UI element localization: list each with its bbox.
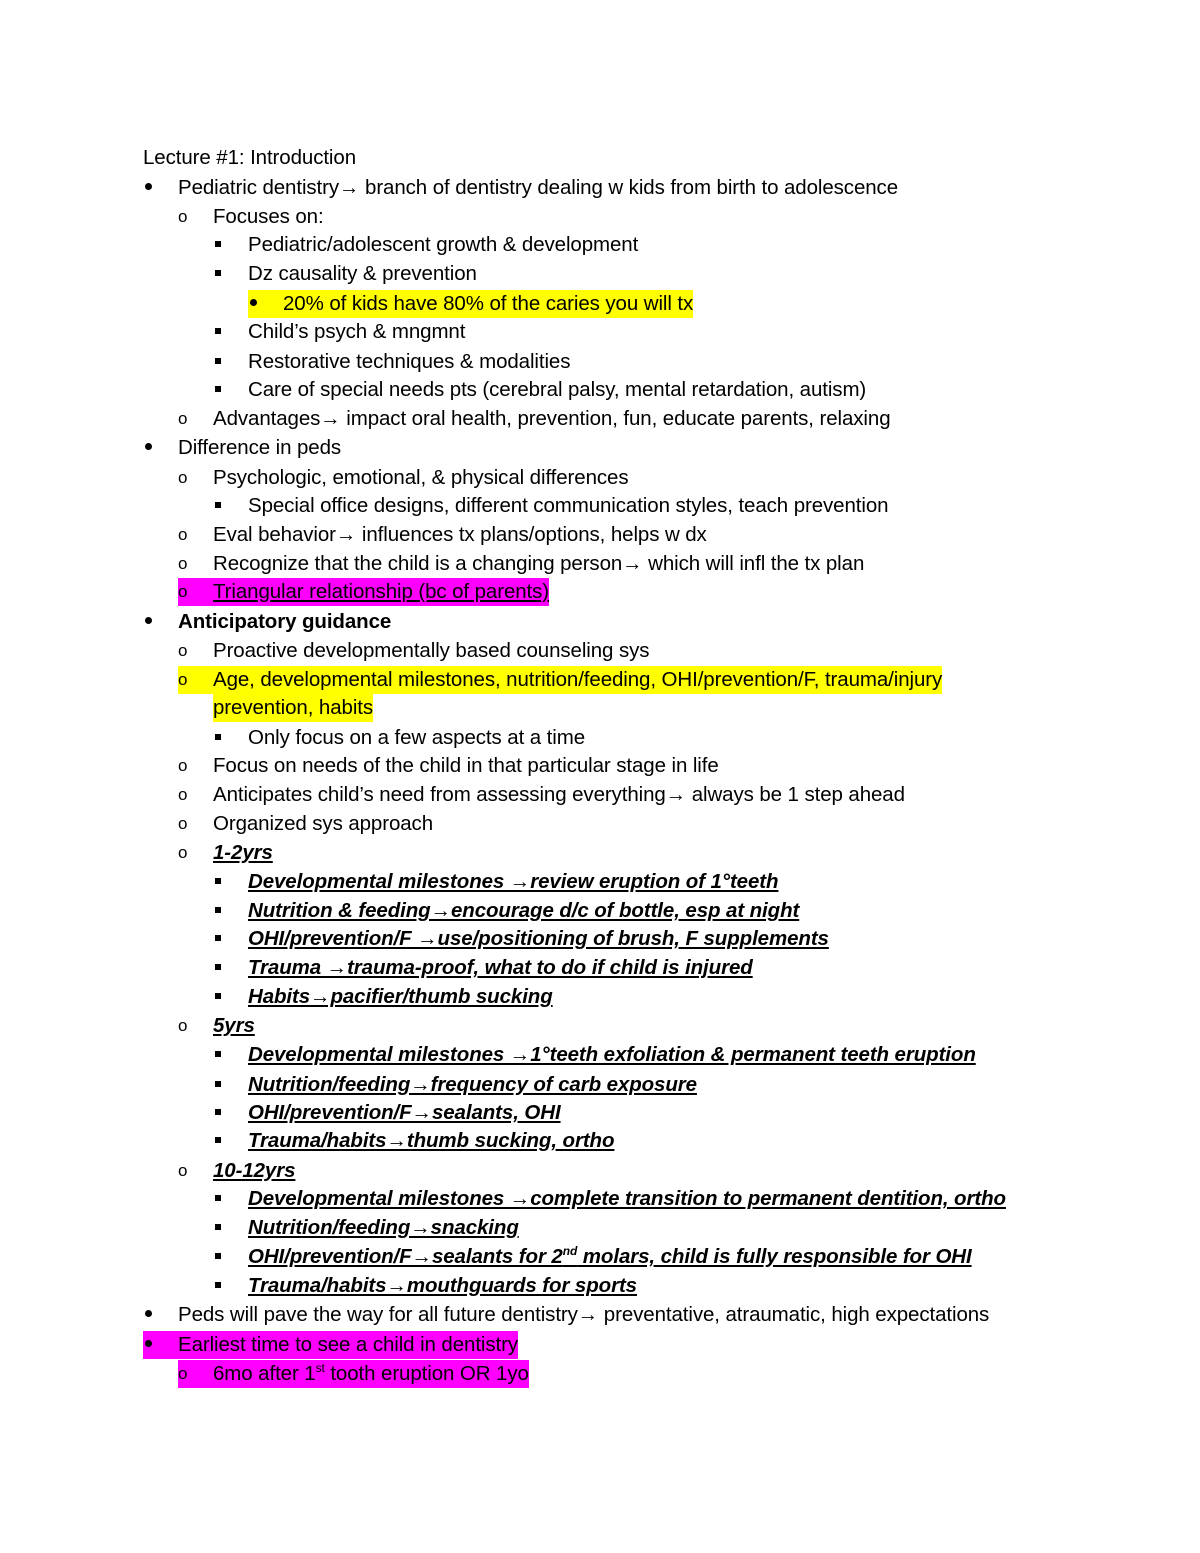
outline-item-text: Child’s psych & mngmnt bbox=[248, 320, 466, 343]
outline-item-text: Dz causality & prevention bbox=[248, 262, 477, 285]
outline-item-text: Focuses on: bbox=[213, 205, 324, 228]
outline-item-text: Pediatric/adolescent growth & development bbox=[248, 233, 639, 256]
bullet-square-icon bbox=[213, 260, 249, 288]
outline-item-text: Trauma/habits→mouthguards for sports bbox=[248, 1274, 637, 1297]
bullet-circle-icon: o bbox=[178, 756, 188, 775]
outline-item-text: Developmental milestones →complete transition to permanent dentition, ortho bbox=[248, 1187, 1006, 1210]
bullet-circle-icon: o bbox=[178, 207, 188, 226]
bullet-square-icon bbox=[213, 348, 249, 376]
bullet-dot-icon bbox=[143, 434, 179, 462]
outline-item-text: Psychologic, emotional, & physical differences bbox=[213, 466, 629, 489]
outline-item-text: Nutrition & feeding→encourage d/c of bottle, esp at night bbox=[248, 899, 800, 922]
outline-item-text: OHI/prevention/F →use/positioning of brush, F supplements bbox=[248, 927, 829, 950]
outline-item-text: Nutrition/feeding→frequency of carb exposure bbox=[248, 1073, 697, 1096]
page-title: Lecture #1: Introduction bbox=[143, 146, 356, 169]
bullet-square-icon bbox=[213, 231, 249, 259]
outline-item-text: Proactive developmentally based counseling sys bbox=[213, 639, 650, 662]
outline-item-text: 20% of kids have 80% of the caries you will tx bbox=[283, 290, 693, 318]
outline-item-text: Recognize that the child is a changing person→ which will infl the tx plan bbox=[213, 552, 865, 575]
outline-item-text: 6mo after 1st tooth eruption OR 1yo bbox=[213, 1360, 529, 1388]
outline-item-text: Nutrition/feeding→snacking bbox=[248, 1216, 519, 1239]
bullet-dot-icon bbox=[248, 290, 283, 318]
bullet-circle-icon: o bbox=[178, 666, 213, 694]
bullet-square-icon bbox=[213, 1041, 249, 1069]
bullet-circle-icon: o bbox=[178, 1360, 213, 1388]
outline-item-text: Developmental milestones →1°teeth exfoliation & permanent teeth eruption bbox=[248, 1043, 976, 1066]
bullet-circle-icon: o bbox=[178, 525, 188, 544]
bullet-square-icon bbox=[213, 1214, 249, 1242]
outline-item-text: OHI/prevention/F→sealants for 2nd molars, child is fully responsible for OHI bbox=[248, 1244, 972, 1268]
outline-item-text: Triangular relationship (bc of parents) bbox=[213, 578, 549, 606]
bullet-square-icon bbox=[213, 1071, 249, 1099]
bullet-dot-icon bbox=[143, 1331, 178, 1359]
bullet-circle-icon: o bbox=[178, 468, 188, 487]
outline-item-text: Only focus on a few aspects at a time bbox=[248, 726, 585, 749]
bullet-circle-icon: o bbox=[178, 409, 188, 428]
outline-item-text: prevention, habits bbox=[213, 694, 373, 722]
bullet-square-icon bbox=[213, 983, 249, 1011]
outline-item-text: Earliest time to see a child in dentistry bbox=[178, 1331, 518, 1359]
outline-item-text: Advantages→ impact oral health, prevention, fun, educate parents, relaxing bbox=[213, 407, 891, 430]
outline-item-text: Anticipatory guidance bbox=[178, 610, 392, 633]
bullet-circle-icon: o bbox=[178, 785, 188, 804]
bullet-square-icon bbox=[213, 1243, 249, 1271]
bullet-circle-icon: o bbox=[178, 578, 213, 606]
bullet-square-icon bbox=[213, 318, 249, 346]
outline-item-text: Peds will pave the way for all future dentistry→ preventative, atraumatic, high expectations bbox=[178, 1303, 990, 1326]
outline-item-text: Developmental milestones →review eruption of 1°teeth bbox=[248, 870, 779, 893]
bullet-circle-icon: o bbox=[178, 554, 188, 573]
outline-item-text: Organized sys approach bbox=[213, 812, 434, 835]
bullet-circle-icon: o bbox=[178, 1161, 188, 1180]
bullet-square-icon bbox=[213, 954, 249, 982]
bullet-square-icon bbox=[213, 925, 249, 953]
outline-item-text: Special office designs, different communication styles, teach prevention bbox=[248, 494, 889, 517]
bullet-circle-icon: o bbox=[178, 843, 188, 862]
bullet-dot-icon bbox=[143, 608, 179, 636]
bullet-dot-icon bbox=[143, 174, 179, 202]
outline-item-text: Focus on needs of the child in that particular stage in life bbox=[213, 754, 719, 777]
outline-item-text: Habits→pacifier/thumb sucking bbox=[248, 985, 553, 1008]
bullet-square-icon bbox=[213, 492, 249, 520]
outline-item-text: Trauma →trauma-proof, what to do if child is injured bbox=[248, 956, 753, 979]
outline-item-text: 10-12yrs bbox=[213, 1159, 296, 1182]
outline-item-text: Age, developmental milestones, nutrition/feeding, OHI/prevention/F, trauma/injury bbox=[213, 666, 942, 694]
bullet-square-icon bbox=[213, 1127, 249, 1155]
outline-item-text: 1-2yrs bbox=[213, 841, 273, 864]
outline-item-text: 5yrs bbox=[213, 1014, 255, 1037]
outline-item-text: Eval behavior→ influences tx plans/options, helps w dx bbox=[213, 523, 707, 546]
bullet-square-icon bbox=[213, 1272, 249, 1300]
bullet-circle-icon: o bbox=[178, 1016, 188, 1035]
bullet-circle-icon: o bbox=[178, 641, 188, 660]
outline-item-text: Pediatric dentistry→ branch of dentistry dealing w kids from birth to adolescence bbox=[178, 176, 899, 199]
outline-item-text: Anticipates child’s need from assessing everything→ always be 1 step ahead bbox=[213, 783, 905, 806]
bullet-square-icon bbox=[213, 1099, 249, 1127]
bullet-dot-icon bbox=[143, 1301, 179, 1329]
bullet-square-icon bbox=[213, 897, 249, 925]
outline-item-text: Care of special needs pts (cerebral palsy, mental retardation, autism) bbox=[248, 378, 867, 401]
outline-item-text: Trauma/habits→thumb sucking, ortho bbox=[248, 1129, 615, 1152]
outline-item-text: Difference in peds bbox=[178, 436, 342, 459]
bullet-square-icon bbox=[213, 376, 249, 404]
outline-item-text: OHI/prevention/F→sealants, OHI bbox=[248, 1101, 561, 1124]
outline-item-text: Restorative techniques & modalities bbox=[248, 350, 571, 373]
bullet-square-icon bbox=[213, 724, 249, 752]
bullet-square-icon bbox=[213, 868, 249, 896]
bullet-square-icon bbox=[213, 1185, 249, 1213]
bullet-circle-icon: o bbox=[178, 814, 188, 833]
